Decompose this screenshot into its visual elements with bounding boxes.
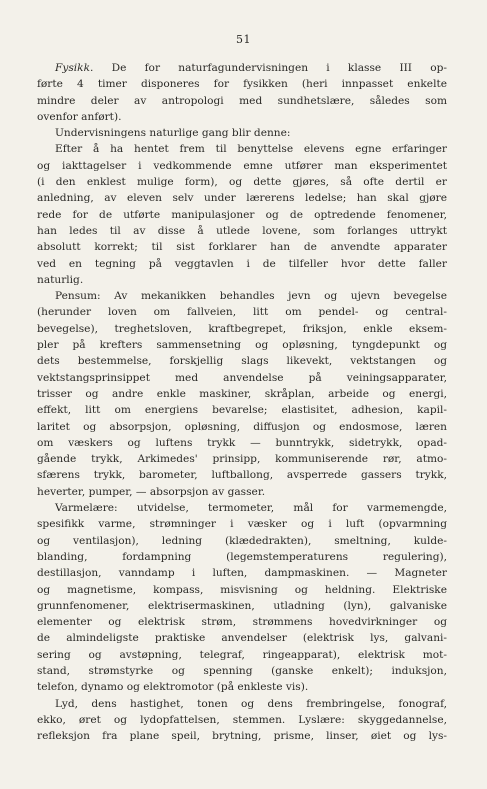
text-line: rede for de utførte manipulasjoner og de optredende fenomener,	[37, 208, 447, 221]
text-line: telefon, dynamo og elektromotor (på enkleste vis).	[37, 681, 309, 694]
text-line: førte 4 timer disponeres for fysikken (heri innpasset enkelte	[37, 78, 447, 91]
text-line: ved en tegning på veggtavlen i de tilfeller hvor dette faller	[37, 257, 447, 270]
text-line: effekt, litt om energiens bevarelse; elastisitet, adhesion, kapil-	[37, 404, 447, 417]
text-line: Varmelære: utvidelse, termometer, mål for varmemengde,	[55, 502, 447, 515]
text-line: de almindeligste praktiske anvendelser (elektrisk lys, galvani-	[37, 632, 447, 645]
text-line: elementer og elektrisk strøm, strømmens hovedvirkninger og	[37, 616, 447, 629]
text-line: anledning, av eleven selv under lærerens ledelse; han skal gjøre	[37, 192, 447, 205]
text-line: laritet og absorpsjon, opløsning, diffusjon og endosmose, læren	[37, 420, 447, 433]
text-line: trisser og andre enkle maskiner, skråplan, arbeide og energi,	[37, 387, 447, 400]
section-heading-word: Fysikk.	[55, 62, 94, 74]
text-line: pler på krefters sammensetning og opløsning, tyngdepunkt og	[37, 339, 447, 352]
text-line: om væskers og luftens trykk — bunntrykk, sidetrykk, opad-	[37, 436, 447, 449]
text-line: (herunder loven om fallveien, litt om pendel- og central-	[37, 306, 447, 319]
text-line: Lyd, dens hastighet, tonen og dens frembringelse, fonograf,	[55, 697, 447, 710]
text-line: mindre deler av antropologi med sundhetslære, således som	[37, 94, 447, 107]
text-line: (i den enklest mulige form), og dette gjøres, så ofte dertil er	[37, 176, 447, 189]
text-line: Pensum: Av mekanikken behandles jevn og ujevn bevegelse	[55, 290, 447, 303]
text-line: sfærens trykk, barometer, luftballong, avsperrede gassers trykk,	[37, 469, 447, 482]
text-line: Fysikk. De for naturfagundervisningen i klasse III op-	[55, 62, 447, 74]
text-line: Efter å ha hentet frem til benyttelse elevens egne erfaringer	[55, 143, 447, 156]
text-line: ovenfor anført).	[37, 110, 122, 123]
text-line: gående trykk, Arkimedes' prinsipp, kommuniserende rør, atmo-	[37, 453, 447, 466]
text-line: naturlig.	[37, 273, 84, 286]
text-line: grunnfenomener, elektrisermaskinen, utladning (lyn), galvaniske	[37, 599, 447, 612]
text-line: absolutt korrekt; til sist forklarer han de anvendte apparater	[37, 241, 447, 254]
page-number: 51	[236, 33, 251, 46]
text-line: og iakttagelser i vedkommende emne utfører man eksperimentet	[37, 159, 447, 172]
text-line: han ledes til av disse å utlede lovene, som forlanges uttrykt	[37, 224, 447, 237]
text-line: stand, strømstyrke og spenning (ganske enkelt); induksjon,	[37, 664, 447, 677]
text-line: bevegelse), treghetsloven, kraftbegrepet, friksjon, enkle eksem-	[37, 322, 447, 335]
text-line: sering og avstøpning, telegraf, ringeapparat), elektrisk mot-	[37, 648, 447, 661]
text-line: refleksjon fra plane speil, brytning, prisme, linser, øiet og lys-	[37, 730, 447, 743]
text-line: dets bestemmelse, forskjellig slags likevekt, vektstangen og	[37, 355, 447, 368]
text-line: spesifikk varme, strømninger i væsker og i luft (opvarmning	[37, 518, 447, 531]
text-line: vektstangsprinsippet med anvendelse på veiningsapparater,	[37, 371, 447, 384]
text-line: og magnetisme, kompass, misvisning og heldning. Elektriske	[37, 583, 447, 596]
text-line: destillasjon, vanndamp i luften, dampmaskinen. — Magneter	[37, 567, 447, 580]
text-line: blanding, fordampning (legemstemperaturens regulering),	[37, 550, 447, 563]
body-text	[37, 60, 447, 744]
text-line: ekko, øret og lydopfattelsen, stemmen. Lyslære: skyggedannelse,	[37, 713, 447, 726]
text-line: heverter, pumper, — absorpsjon av gasser.	[37, 485, 266, 498]
text-line: Undervisningens naturlige gang blir denne:	[55, 127, 291, 140]
text-line: og ventilasjon), ledning (klædedrakten), smeltning, kulde-	[37, 534, 447, 547]
